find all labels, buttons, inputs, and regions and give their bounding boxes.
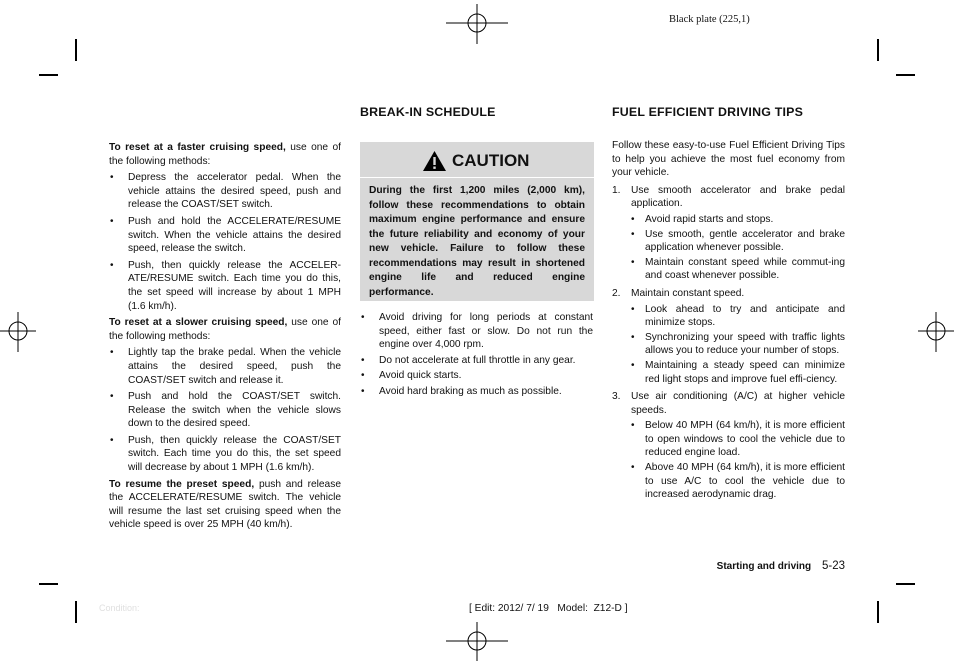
edit-info: [ Edit: 2012/ 7/ 19 Model: Z12-D ] [469, 603, 628, 614]
fuel-tips-intro: Follow these easy-to-use Fuel Efficient Driving Tips to help you achieve the most fuel economy from your vehicle. [612, 140, 845, 179]
caution-text: During the first 1,200 miles (2,000 km), follow these recommendations to obtain maximum engine performance and ensure the future reliability and economy of your new vehicle. Failure to follow these recommendations may result in shortened engine life and reduced engine performance. [369, 185, 585, 298]
caution-box [360, 142, 594, 301]
list-item: • Synchronizing your speed with traffic lights allows you to reduce your number of stops. [612, 331, 845, 358]
item-text: Use smooth accelerator and brake pedal application. [631, 184, 845, 210]
break-in-list [360, 311, 593, 399]
item-text: Use air conditioning (A/C) at higher vehicle speeds. [631, 391, 845, 416]
list-item [612, 390, 845, 417]
list-item: • Look ahead to try and anticipate and minimize stops. [612, 303, 845, 330]
list-item: • Push, then quickly release the ACCELER-ATE/RESUME switch. Each time you do this, the set speed will increase by about 1 MPH (1.6 km/h). [109, 259, 341, 313]
list-item: • Avoid driving for long periods at constant speed, either fast or slow. Do not run the engine over 4,000 rpm. [360, 311, 593, 352]
slower-reset-rest: use one of the following methods: [109, 317, 341, 342]
caution-header [360, 142, 594, 178]
list-item: • Maintain constant speed while commut-ing and coast whenever possible. [612, 256, 845, 283]
list-item: • Depress the accelerator pedal. When the vehicle attains the desired speed, push and release the COAST/SET switch. [109, 171, 341, 212]
fuel-tips-heading: FUEL EFFICIENT DRIVING TIPS [612, 105, 804, 119]
list-item [612, 184, 845, 211]
resume-paragraph [109, 478, 341, 532]
item-number: 1. [612, 184, 621, 196]
registration-mark-right-icon [918, 312, 954, 374]
list-item: • Push, then quickly release the COAST/SET switch. Each time you do this, the set speed will decrease by about 1 MPH (1.6 km/h). [109, 434, 341, 475]
left-column [109, 141, 341, 532]
list-item: • Do not accelerate at full throttle in any gear. [360, 354, 593, 368]
list-item: • Push and hold the COAST/SET switch. Release the switch when the vehicle slows down to the desired speed. [109, 390, 341, 431]
caution-label: CAUTION [452, 151, 530, 170]
item-number: 3. [612, 391, 621, 403]
list-item: • Avoid rapid starts and stops. [612, 213, 845, 227]
registration-mark-bottom-icon [446, 622, 508, 661]
resume-title: To resume the preset speed, [109, 478, 255, 490]
break-in-heading: BREAK-IN SCHEDULE [360, 105, 496, 119]
condition-label: Condition: [99, 603, 140, 613]
list-item: • Above 40 MPH (64 km/h), it is more efficient to use A/C to cool the vehicle due to increased aerodynamic drag. [612, 461, 845, 502]
registration-mark-top-icon [446, 4, 508, 44]
list-item [612, 287, 845, 301]
page-number: 5-23 [821, 560, 845, 572]
item-text: Maintain constant speed. [631, 287, 745, 299]
item-number: 2. [612, 287, 621, 299]
list-item: • Below 40 MPH (64 km/h), it is more efficient to open windows to cool the vehicle due to reduced engine load. [612, 419, 845, 460]
faster-reset-rest: use one of the following methods: [109, 142, 341, 167]
resume-rest: push and release the ACCELERATE/RESUME switch. The vehicle will resume the last set cruising speed when the vehicle speed is over 25 MPH (40 km/h). [109, 478, 341, 531]
list-item: • Push and hold the ACCELERATE/RESUME switch. When the vehicle attains the desired speed, release the switch. [109, 215, 341, 256]
list-item: • Avoid hard braking as much as possible. [360, 385, 593, 399]
list-item: • Use smooth, gentle accelerator and brake application whenever possible. [612, 228, 845, 255]
list-item: • Lightly tap the brake pedal. When the vehicle attains the desired speed, push the COAST/SET switch and release it. [109, 346, 341, 387]
faster-reset-intro [109, 141, 341, 168]
page-footer [600, 560, 845, 572]
registration-mark-left-icon [0, 312, 36, 374]
warning-triangle-icon [422, 150, 447, 172]
slower-reset-intro [109, 316, 341, 343]
right-column [612, 139, 845, 502]
list-item: • Avoid quick starts. [360, 369, 593, 383]
faster-reset-title: To reset at a faster cruising speed, [109, 142, 286, 153]
slower-reset-title: To reset at a slower cruising speed, [109, 317, 288, 329]
plate-label: Black plate (225,1) [669, 14, 750, 25]
list-item: • Maintaining a steady speed can minimize red light stops and improve fuel effi-ciency. [612, 359, 845, 386]
section-title: Starting and driving [716, 561, 812, 572]
